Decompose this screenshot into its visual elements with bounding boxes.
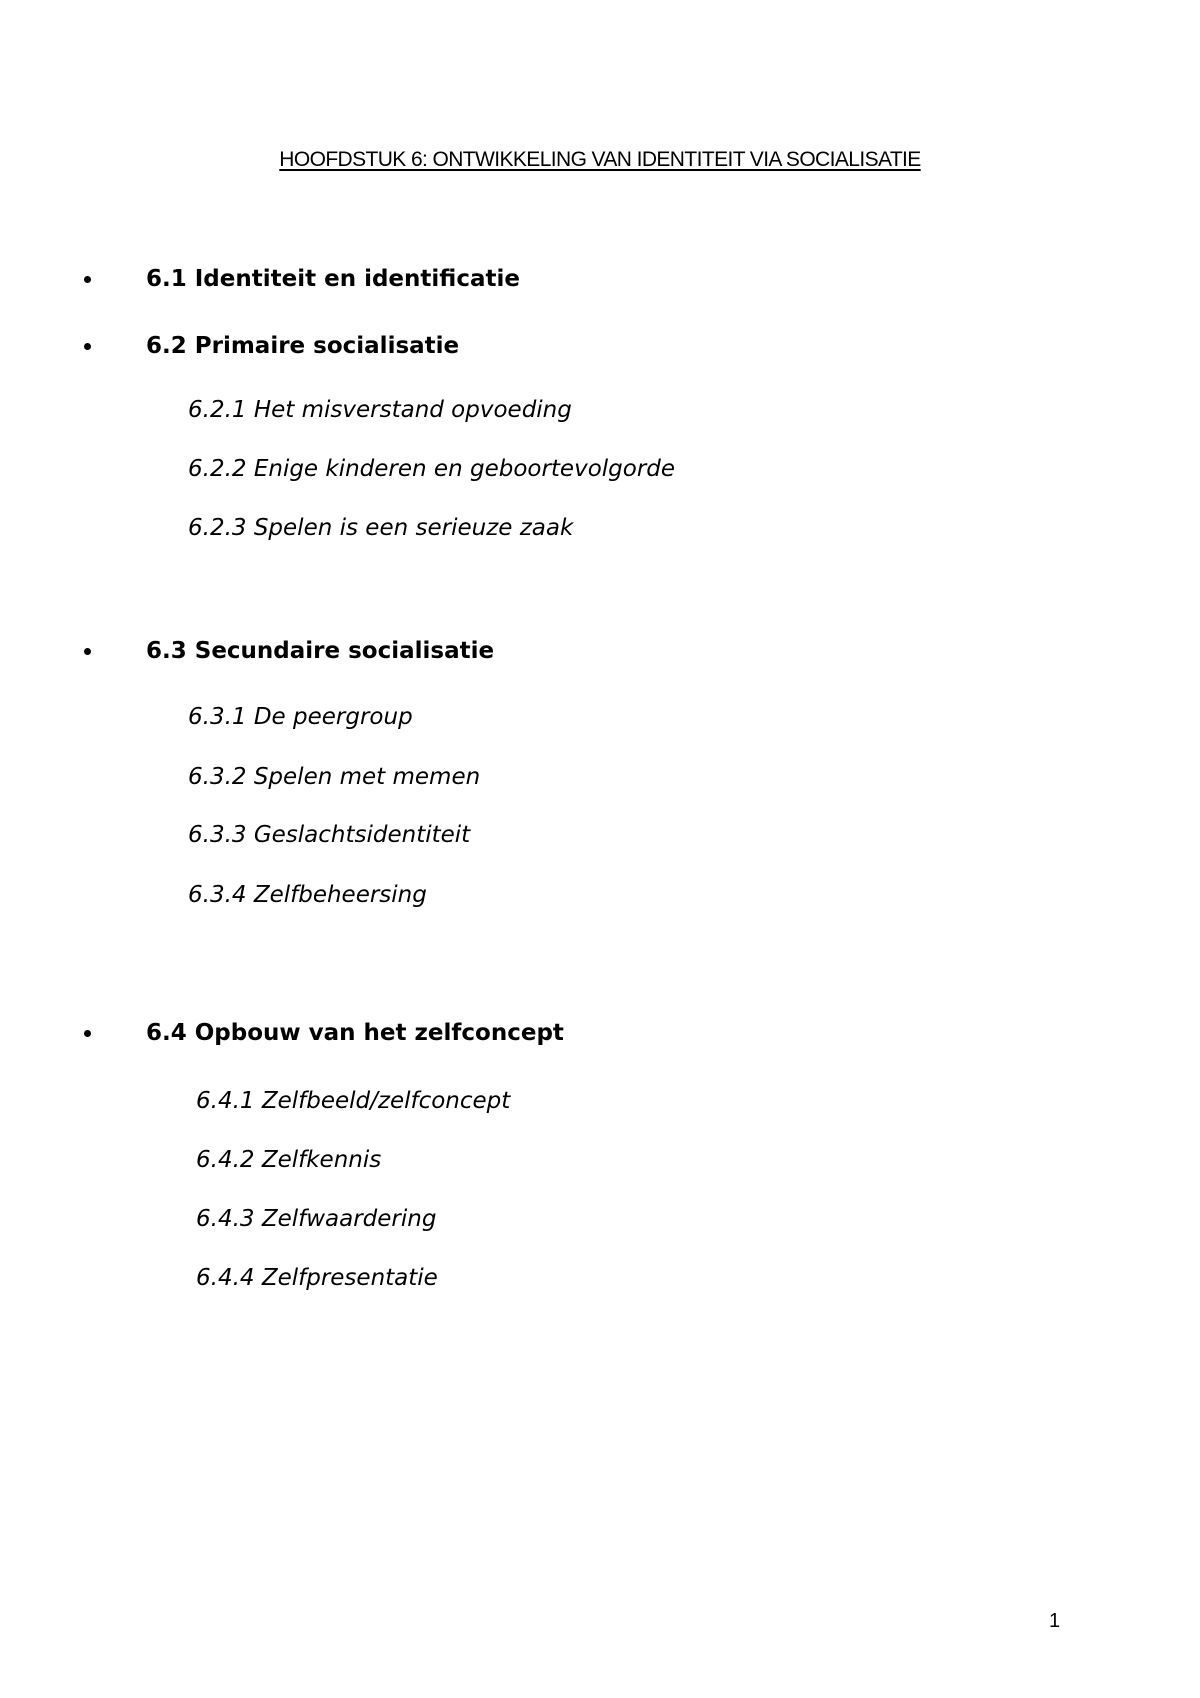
subsection-item: 6.3.1 De peergroup [188,704,413,730]
bullet-icon [84,343,91,350]
section-6-1 [0,266,1200,300]
subsection-item: 6.4.1 Zelfbeeld/zelfconcept [196,1088,511,1114]
subsection-item: 6.2.3 Spelen is een serieuze zaak [188,515,574,541]
page-number: 1 [1049,1610,1061,1632]
section-heading [0,638,1200,672]
section-heading [0,266,1200,300]
bullet-icon [84,1030,91,1037]
subsection-item: 6.4.4 Zelfpresentatie [196,1265,438,1291]
section-title: 6.1 Identiteit en identificatie [146,266,520,292]
chapter-title: HOOFDSTUK 6: ONTWIKKELING VAN IDENTITEIT VIA SOCIALISATIE [279,148,921,171]
section-title: 6.2 Primaire socialisatie [146,333,460,359]
subsection-item: 6.2.2 Enige kinderen en geboortevolgorde [188,456,676,482]
section-heading [0,1020,1200,1054]
section-title: 6.4 Opbouw van het zelfconcept [146,1020,564,1046]
section-heading [0,333,1200,367]
section-6-3 [0,638,1200,672]
subsection-item: 6.3.2 Spelen met memen [188,764,481,790]
section-title: 6.3 Secundaire socialisatie [146,638,495,664]
subsection-item: 6.4.2 Zelfkennis [196,1147,382,1173]
subsection-item: 6.3.3 Geslachtsidentiteit [188,822,471,848]
subsection-item: 6.3.4 Zelfbeheersing [188,882,427,908]
bullet-icon [84,648,91,655]
bullet-icon [84,276,91,283]
subsection-item: 6.2.1 Het misverstand opvoeding [188,397,572,423]
section-6-2 [0,333,1200,367]
subsection-item: 6.4.3 Zelfwaardering [196,1206,437,1232]
section-6-4 [0,1020,1200,1054]
